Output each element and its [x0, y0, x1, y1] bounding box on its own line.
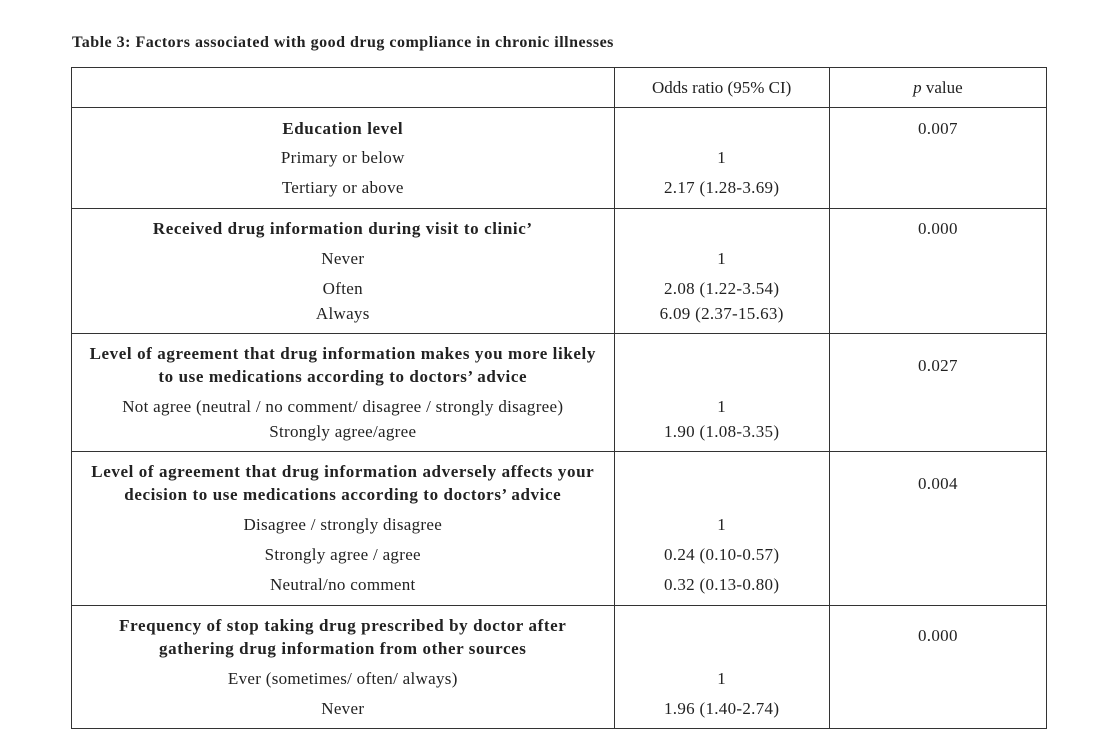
- p-value-cell: [829, 452, 1046, 606]
- odds-ratio-value: 2.08 (1.22-3.54): [664, 279, 780, 298]
- table-row-group-agreement-adverse: [72, 452, 1047, 606]
- odds-ratio-cell: [614, 209, 829, 334]
- header-factor: [72, 68, 615, 108]
- table-row-group-agreement-likely: [72, 334, 1047, 452]
- level-label: Often: [322, 279, 363, 298]
- level-label: Never: [321, 699, 365, 718]
- level-label: Strongly agree/agree: [269, 422, 417, 441]
- p-value: 0.027: [918, 356, 958, 375]
- factor-cell: [72, 209, 615, 334]
- header-p-letter: p: [913, 78, 922, 97]
- level-label: Tertiary or above: [281, 178, 404, 197]
- group-title: decision to use medications according to doctors’ advice: [124, 485, 562, 504]
- table-row-group-education: [72, 108, 1047, 209]
- p-value-cell: [829, 606, 1046, 729]
- odds-ratio-value: 1: [717, 515, 727, 534]
- p-value-cell: [829, 209, 1046, 334]
- level-label: Disagree / strongly disagree: [243, 515, 443, 534]
- p-value: 0.000: [918, 626, 958, 645]
- compliance-table: [71, 67, 1047, 729]
- group-title: to use medications according to doctors’ advice: [158, 367, 528, 386]
- header-p-value: [829, 68, 1046, 108]
- header-odds-ratio: Odds ratio (95% CI): [614, 68, 829, 108]
- group-title: gathering drug information from other sources: [159, 639, 527, 658]
- factor-cell: [72, 108, 615, 209]
- odds-ratio-value: 1: [717, 669, 727, 688]
- group-title: Level of agreement that drug information makes you more likely: [89, 344, 596, 363]
- table-row-group-stop-frequency: [72, 606, 1047, 729]
- odds-ratio-cell: [614, 108, 829, 209]
- p-value: 0.007: [918, 119, 958, 138]
- odds-ratio-value: 1.96 (1.40-2.74): [664, 699, 780, 718]
- group-title: Frequency of stop taking drug prescribed by doctor after: [119, 616, 567, 635]
- p-value: 0.004: [918, 474, 958, 493]
- group-title: Received drug information during visit to clinic’: [152, 219, 533, 238]
- table-header-row: [72, 68, 1047, 108]
- table-row-group-drug-info: [72, 209, 1047, 334]
- odds-ratio-value: 1.90 (1.08-3.35): [664, 422, 780, 441]
- level-label: Primary or below: [280, 148, 405, 167]
- p-value-cell: [829, 108, 1046, 209]
- p-value-cell: [829, 334, 1046, 452]
- odds-ratio-value: 6.09 (2.37-15.63): [659, 304, 784, 323]
- factor-cell: [72, 334, 615, 452]
- odds-ratio-value: 1: [717, 249, 727, 268]
- odds-ratio-value: 2.17 (1.28-3.69): [664, 178, 780, 197]
- level-label: Neutral/no comment: [269, 575, 416, 594]
- odds-ratio-cell: [614, 334, 829, 452]
- header-p-word: value: [921, 78, 963, 97]
- level-label: Always: [315, 304, 370, 323]
- odds-ratio-cell: [614, 452, 829, 606]
- factor-cell: [72, 606, 615, 729]
- level-label: Strongly agree / agree: [264, 545, 421, 564]
- level-label: Not agree (neutral / no comment/ disagree / strongly disagree): [122, 397, 564, 416]
- level-label: Never: [321, 249, 365, 268]
- group-title: Level of agreement that drug information adversely affects your: [91, 462, 595, 481]
- odds-ratio-value: 0.32 (0.13-0.80): [664, 575, 780, 594]
- group-title: Education level: [282, 119, 404, 138]
- odds-ratio-value: 1: [717, 397, 727, 416]
- odds-ratio-cell: [614, 606, 829, 729]
- factor-cell: [72, 452, 615, 606]
- table-caption: Table 3: Factors associated with good drug compliance in chronic illnesses: [72, 34, 614, 51]
- odds-ratio-value: 1: [717, 148, 727, 167]
- level-label: Ever (sometimes/ often/ always): [227, 669, 458, 688]
- p-value: 0.000: [918, 219, 958, 238]
- odds-ratio-value: 0.24 (0.10-0.57): [664, 545, 780, 564]
